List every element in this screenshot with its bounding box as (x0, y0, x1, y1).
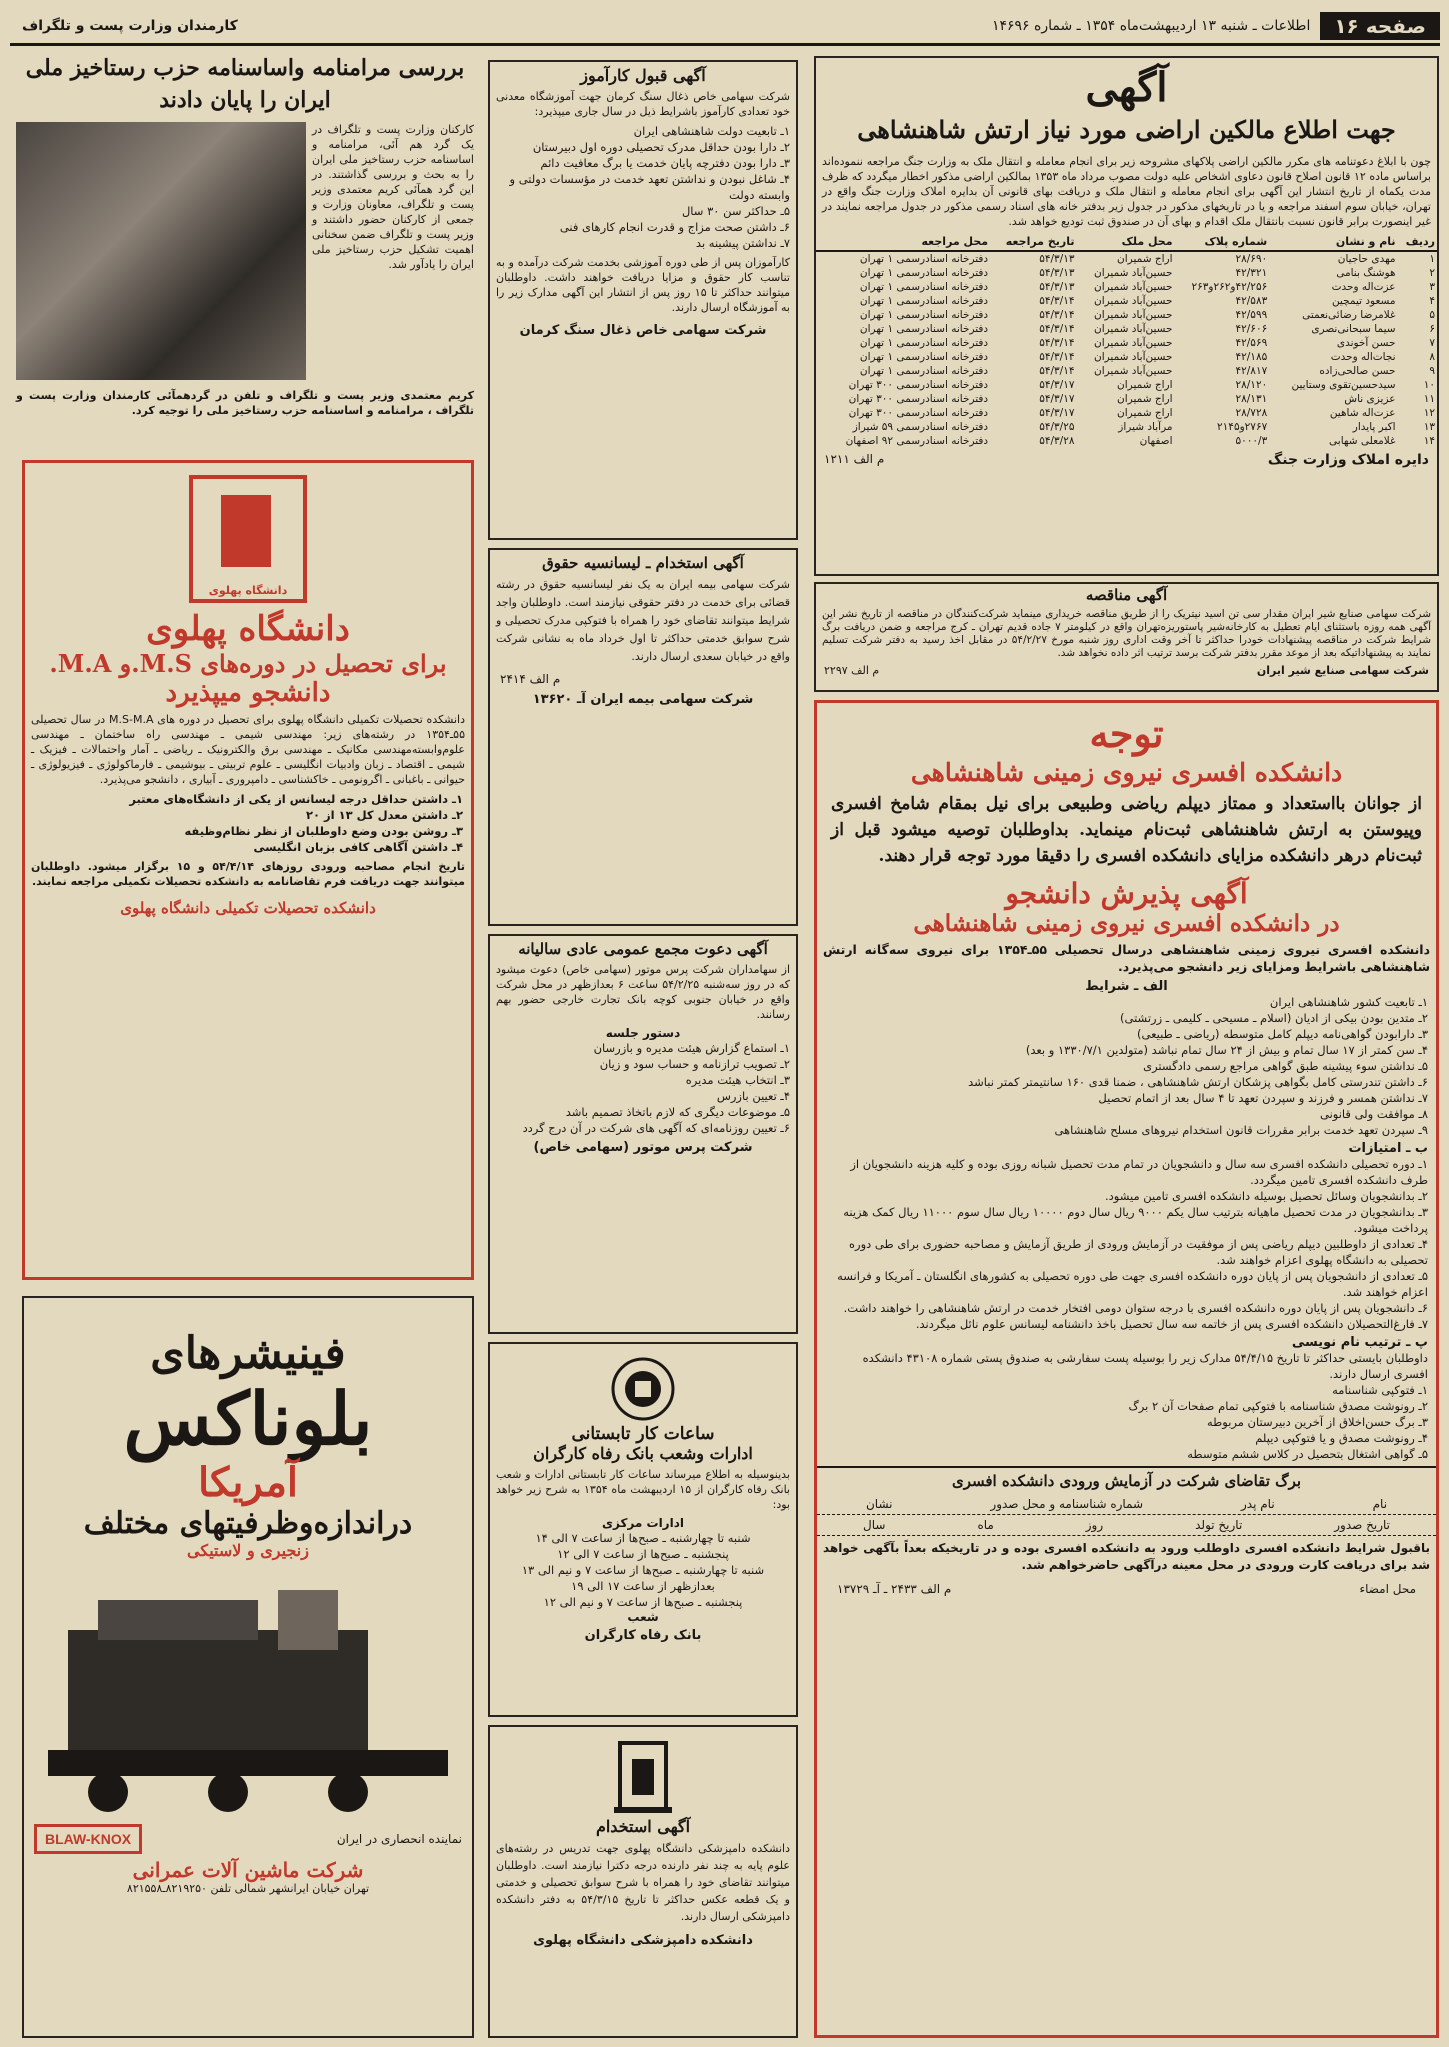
table-cell: حسین‌آباد شمیران (1093, 323, 1173, 335)
table-row (816, 308, 1437, 322)
condition-item: ۲ـ متدین بودن بیکی از ادیان (اسلام ـ مسیحی ـ کلیمی ـ زرتشتی) (1120, 1011, 1428, 1025)
condition-item: ۸ـ موافقت ولی قانونی (1320, 1107, 1428, 1121)
post-article-caption: کریم معتمدی وزیر پست و تلگراف و تلفن در گردهمآئی کارمندان وزارت پست و تلگراف ، مرامنامه و اساسنامه حزب رستاخیز ملی را توجیه کرد. (16, 389, 474, 417)
form-field-label: تاریخ صدور (1334, 1518, 1391, 1532)
table-cell: اراج شمیران (1117, 253, 1173, 265)
condition-item: ۹ـ سپردن تعهد خدمت برابر مقررات قانون استخدام نیروهای مسلح شاهنشاهی (1054, 1123, 1428, 1137)
table-cell: ۴۲/۵۶۹ (1235, 337, 1268, 349)
apprentice-item: ۳ـ دارا بودن دفترچه پایان خدمت یا برگ معافیت دائم (540, 156, 790, 170)
table-cell: حسین‌آباد شمیران (1093, 295, 1173, 307)
blawknox-ad (22, 1296, 474, 2038)
bank-hours-signature: بانک رفاه کارگران (584, 1628, 702, 1643)
table-cell: مسعود تیمچین (1331, 295, 1396, 307)
pahlavi-subtitle-2: دانشجو میپذیرد (165, 678, 331, 708)
tender-ref: م الف ۲۲۹۷ (824, 664, 880, 677)
table-cell: مهدی حاجیان (1337, 253, 1396, 265)
pahlavi-signature: دانشکده تحصیلات تکمیلی دانشگاه پهلوی (120, 899, 376, 917)
officer-school-ad (814, 700, 1439, 2038)
university-emblem-icon (608, 1737, 678, 1817)
benefit-item: ۴ـ تعدادی از داوطلبین دیپلم ریاضی پس از موفقیت در آزمایش ورودی از طریق آزمایش و مصاحبه حضوری برای طی دوره تحصیلی به دانشگاه پهلوی اعزام خواهند شد. (849, 1237, 1428, 1267)
dealer-label: نماینده انحصاری در ایران (336, 1832, 462, 1846)
land-notice-signature: دایره املاک وزارت جنگ (1267, 452, 1429, 468)
table-cell: دفترخانه اسنادرسمی ۱ تهران (859, 295, 989, 307)
table-cell: ۲۷۶۷و۲۱۴۵ (1217, 421, 1268, 433)
table-cell: ۱۳ (1423, 421, 1435, 433)
table-cell: سیما سبحانی‌نصری (1311, 323, 1396, 335)
bank-hours-title: ساعات کار تابستانی (571, 1424, 715, 1444)
benefit-item: ۶ـ دانشجویان پس از پایان دوره دانشکده افسری با درجه ستوان دومی افتخار خدمت در ارتش شاهنشاهی را خواهند داشت. (843, 1301, 1428, 1315)
land-table (816, 233, 1437, 448)
table-cell: دفترخانه اسنادرسمی ۱ تهران (859, 267, 989, 279)
apprentice-title: آگهی قبول کارآموز (580, 66, 706, 85)
table-cell: ۸ (1429, 351, 1435, 363)
register-title: پ ـ ترتیب نام نویسی (1291, 1335, 1428, 1350)
benefit-item: ۳ـ بدانشجویان در مدت تحصیل ماهیانه بترتیب سال یکم ۹۰۰۰ ریال سال دوم ۱۰۰۰۰ ریال سال سوم ۱۱۰۰۰ ریال کمک هزینه پرداخت میشود. (843, 1205, 1428, 1235)
table-cell: ۱ (1429, 253, 1435, 265)
table-cell: ۷ (1429, 337, 1435, 349)
table-cell: ۵۴/۳/۲۵ (1039, 421, 1075, 433)
apprentice-item: ۵ـ حداکثر سن ۳۰ سال (681, 204, 790, 218)
table-cell: اصفهان (1139, 435, 1173, 447)
paver-machine-illustration (28, 1570, 468, 1820)
table-cell: دفترخانه اسنادرسمی ۹۲ اصفهان (845, 435, 989, 447)
page-number: صفحه ۱۶ (1320, 12, 1440, 40)
table-cell: حسین‌آباد شمیران (1093, 267, 1173, 279)
table-cell: حسین‌آباد شمیران (1093, 309, 1173, 321)
form-field-label: نام پدر (1241, 1497, 1275, 1511)
table-cell: دفترخانه اسنادرسمی ۱ تهران (859, 253, 989, 265)
condition-item: ۱ـ تابعیت کشور شاهنشاهی ایران (1269, 995, 1428, 1009)
condition-item: ۶ـ داشتن تندرستی کامل بگواهی پزشکان ارتش شاهنشاهی ، ضمنا قدی ۱۶۰ سانتیمتر کمتر نباشد (968, 1075, 1428, 1089)
table-cell: ۵۴/۳/۱۷ (1039, 379, 1075, 391)
form-row-1 (817, 1494, 1436, 1515)
table-cell: اکبر پایدار (1352, 421, 1396, 433)
form-row-2 (817, 1515, 1436, 1536)
post-article-photo (16, 122, 306, 380)
general-meeting-notice (488, 934, 798, 1334)
table-cell: حسن آخوندی (1336, 337, 1396, 349)
table-row (816, 434, 1437, 448)
register-body: داوطلبان بایستی حداکثر تا تاریخ ۵۴/۴/۱۵ مدارک زیر را بوسیله پست سفارشی به صندوق پستی شماره ۴۳۱۰۸ دانشکده افسری ارسال دارند. (862, 1351, 1428, 1381)
law-hire-body: شرکت سهامی بیمه ایران به یک نفر لیسانسیه حقوق در رشته قضائی برای خدمت در دفتر حقوقی نیازمند است. داوطلبان واجد شرایط میتوانند تقاضای خود را همراه با فتوکپی مدرک تحصیلی و شرح سوابق خدمتی حداکثر تا اول خرداد ماه به نشانی شرکت واقع در خیابان سعدی ارسال دارند. (496, 578, 790, 663)
table-cell: ۲۸/۱۳۱ (1235, 393, 1268, 405)
table-cell: اراج شمیران (1117, 379, 1173, 391)
pahlavi-hire-body: دانشکده دامپزشکی دانشگاه پهلوی جهت تدریس در رشته‌های علوم پایه به چند نفر دارنده درجه دکترا نیازمند است. داوطلبان میتوانند تقاضای خود را همراه با شرح سوابق تحصیلی و خدمتی و یک قطعه عکس حداکثر تا تاریخ ۵۴/۳/۱۵ به دفتر دانشکده دامپزشکی ارسال دارند. (496, 1842, 790, 1923)
table-cell: اراج شمیران (1117, 407, 1173, 419)
law-hire-notice (488, 548, 798, 926)
form-title: برگ تقاضای شرکت در آزمایش ورودی دانشکده افسری (951, 1472, 1302, 1490)
bank-hours-body: بدینوسیله به اطلاع میرساند ساعات کار تابستانی ادارات و شعب بانک رفاه کارگران از ۱۵ اردیبهشت ماه ۱۳۵۴ به شرح زیر خواهد بود: (496, 1468, 790, 1511)
form-field-label: سال (863, 1518, 886, 1532)
top-left-note: کارمندان وزارت پست و تلگراف (22, 17, 238, 34)
hours-line: بعدازظهر از ساعت ۱۷ الی ۱۹ (571, 1579, 715, 1593)
table-cell: ۱۰ (1423, 379, 1435, 391)
table-cell: دفترخانه اسنادرسمی ۳۰۰ تهران (848, 393, 989, 405)
table-cell: حسن صالحی‌زاده (1319, 365, 1396, 377)
pahlavi-condition-item: ۳ـ روشن بودن وضع داوطلبان از نظر نظام‌وظیفه (184, 824, 463, 838)
hours-line: پنجشنبه ـ صبح‌ها از ساعت ۷ الی ۱۲ (557, 1547, 729, 1561)
page-header (10, 8, 1440, 46)
land-notice-ref: م الف ۱۲۱۱ (824, 452, 885, 466)
pahlavi-condition-item: ۱ـ داشتن حداقل درجه لیسانس از یکی از دانشگاه‌های معتبر (129, 792, 463, 806)
table-cell: مرآباد شیراز (1118, 421, 1173, 433)
pahlavi-note: تاریخ انجام مصاحبه ورودی روزهای ۵۴/۴/۱۴ و ۱۵ برگزار میشود. داوطلبان میتوانند جهت دریافت فرم تقاضانامه به دانشکده تحصیلات تکمیلی مراجعه نمایند. (31, 860, 466, 888)
table-cell: غلامعلی شهابی (1329, 435, 1396, 447)
tender-signature: شرکت سهامی صنایع شیر ایران (1256, 664, 1429, 677)
finisher-line-4: دراندازه‌وظرفیتهای مختلف (83, 1506, 413, 1541)
land-notice (814, 56, 1439, 576)
dealer-company: شرکت ماشین آلات عمرانی (132, 1858, 364, 1882)
officer-ad-org: دانشکده افسری نیروی زمینی شاهنشاهی (910, 758, 1343, 787)
apprentice-item: ۷ـ نداشتن پیشینه بد (695, 236, 790, 250)
law-hire-title: آگهی استخدام ـ لیسانسیه حقوق (542, 554, 744, 572)
table-cell: ۵۴/۳/۱۴ (1039, 295, 1075, 307)
post-article-body: کارکنان وزارت پست و تلگراف در یک گرد هم آئی، مرامنامه و اساسنامه حزب رستاخیز ملی ایران را به بحث و بررسی گذاشتند. در این گرد همآئی کریم معتمدی وزیر پست و تلگراف، معاونان وزارت و جمعی از کارکنان حضور داشتند و وزیر پست و تلگراف ضمن سخنانی اهمیت تشکیل حزب رستاخیز ملی ایران را یادآور شد. (312, 123, 474, 271)
table-cell: ۱۴ (1423, 435, 1435, 447)
documents-list (825, 1382, 1428, 1462)
finisher-line-2: بلوناکس (123, 1376, 373, 1461)
form-field-label: شماره شناسنامه و محل صدور (990, 1497, 1144, 1511)
law-hire-ref: م الف ۲۴۱۴ (500, 672, 561, 686)
agenda-item: ۲ـ تصویب ترازنامه و حساب سود و زیان (599, 1057, 790, 1071)
tender-body: شرکت سهامی صنایع شیر ایران مقدار سی تن اسید نیتریک را از طریق مناقصه خریداری مینماید شرکت‌کنندگان در مناقصه از تاریخ نشر این آگهی همه روزه باستثنای ایام تعطیل به کارخانه‌شیر پاستوریزه‌تهران واقع در کیلومتر ۷ جاده قدیم تهران ـ کرج مراجعه و ضمن دریافت برگ شرایط شرکت در مناقصه پیشنهادات خودرا حداکثر تا آخر وقت اداری روز شنبه مورخ ۵۴/۲/۲۷ در مقابل اخذ رسید به دفتر شرکت تسلیم نمایند به پیشنهاداتیکه بعد از موعد مقرر بدفتر شرکت برسد ترتیب اثر داده نخواهد شد. (822, 608, 1431, 659)
table-cell: ۵۴/۳/۲۸ (1039, 435, 1075, 447)
table-cell: عزیزی ناش (1344, 393, 1396, 405)
hours-line: شنبه تا چهارشنبه ـ صبح‌ها از ساعت ۷ الی ۱۴ (535, 1531, 751, 1545)
table-cell: ۵۴/۳/۱۴ (1039, 323, 1075, 335)
pahlavi-title: دانشگاه پهلوی (146, 609, 350, 649)
pahlavi-university-ad (22, 460, 474, 1280)
hours-list (490, 1530, 796, 1610)
benefit-item: ۵ـ تعدادی از دانشجویان پس از پایان دوره دانشکده افسری جهت طی دوره تحصیلی به کشورهای انگلستان ـ آمریکا و فرانسه اعزام خواهند شد. (837, 1269, 1428, 1299)
land-notice-title: آگهی (1085, 64, 1168, 111)
table-cell: ۳ (1429, 281, 1435, 293)
pahlavi-subtitle: برای تحصیل در دوره‌های M.S.و M.A. (49, 649, 447, 678)
condition-item: ۳ـ دارابودن گواهی‌نامه دیپلم کامل متوسطه (ریاضی ـ طبیعی) (1137, 1027, 1428, 1041)
form-field-label: تاریخ تولد (1195, 1518, 1243, 1532)
officer-ad-ref: م الف ۲۴۳۳ ـ آـ ۱۳۷۲۹ (837, 1582, 952, 1596)
pahlavi-body: دانشکده تحصیلات تکمیلی دانشگاه پهلوی برای تحصیل در دوره های M.S-M.A در سال تحصیلی ۵۵ـ۱۳۵۴ در رشته‌های زیر: مهندسی شیمی ـ مهندسی راه ساختمان ـ مهندسی علوم‌وابسته‌مهندسی مکانیک ـ مهندسی برق والکترونیک ـ ریاضی ـ آمار واحتمالات ـ فیزیک ـ شیمی ـ اقتصاد ـ زبان وادبیات انگلیسی ـ علوم تربیتی ـ بیوشیمی ـ فارماکولوژی ـ فیزیولوژی ـ حیوانی ـ باغبانی ـ اگرونومی ـ خاکشناسی ـ دامپروری ـ آبیاری ، دانشجو می‌پذیرد. (31, 713, 465, 786)
table-row (816, 350, 1437, 364)
document-item: ۱ـ فتوکپی شناسنامه (1332, 1383, 1428, 1397)
table-header-cell: ردیف (1398, 233, 1437, 251)
table-header-cell: نام و نشان (1269, 233, 1397, 251)
pahlavi-condition-item: ۲ـ داشتن معدل کل ۱۳ از ۲۰ (305, 808, 463, 822)
bank-hours-subtitle: ادارات وشعب بانک رفاه کارگران (533, 1444, 753, 1463)
benefit-item: ۱ـ دوره تحصیلی دانشکده افسری سه سال و دانشجویان در تمام مدت تحصیل شبانه روزی بوده و کلیه هزینه دانشجویان از طرف دانشکده افسری تامین میگردد. (850, 1157, 1428, 1187)
table-cell: ۴۲/۱۸۵ (1235, 351, 1268, 363)
table-cell: دفترخانه اسنادرسمی ۱ تهران (859, 365, 989, 377)
finisher-line-5: زنجیری و لاستیکی (187, 1541, 309, 1560)
table-cell: ۵۴/۳/۱۷ (1039, 407, 1075, 419)
table-cell: ۲۸/۶۹۰ (1235, 253, 1268, 265)
condition-item: ۴ـ سن کمتر از ۱۷ سال تمام و بیش از ۲۴ سال تمام نباشد (متولدین ۱۳۳۰/۷/۱ و بعد) (1025, 1043, 1428, 1057)
bank-logo (490, 1354, 796, 1424)
table-cell: دفترخانه اسنادرسمی ۱ تهران (859, 281, 989, 293)
table-cell: دفترخانه اسنادرسمی ۱ تهران (859, 323, 989, 335)
finisher-line-3: آمریکا (197, 1459, 299, 1506)
table-cell: ۵۴/۳/۱۴ (1039, 351, 1075, 363)
table-cell: ۵۴/۳/۱۴ (1039, 337, 1075, 349)
pahlavi-hire-logo (490, 1737, 796, 1817)
table-row (816, 280, 1437, 294)
land-notice-subtitle: جهت اطلاع مالکین اراضی مورد نیاز ارتش شاهنشاهی (857, 115, 1396, 144)
table-header-cell: تاریخ مراجعه (990, 233, 1076, 251)
table-cell: ۱۲ (1423, 407, 1435, 419)
agenda-list (490, 1040, 796, 1136)
table-cell: دفترخانه اسنادرسمی ۱ تهران (859, 337, 989, 349)
general-meeting-body: از سهامداران شرکت پرس موتور (سهامی خاص) دعوت میشود که در روز سه‌شنبه ۵۴/۲/۲۵ ساعت ۶ بعدازظهر در محل شرکت واقع در خیابان جنوبی کوچه بانک تجارت خارجی حضور بهم رسانند. (496, 963, 790, 1021)
table-cell: عزت‌اله شاهین (1329, 407, 1396, 419)
table-cell: نجات‌اله وحدت (1330, 351, 1396, 363)
pahlavi-hire-notice (488, 1725, 798, 2038)
form-note: باقبول شرایط دانشکده افسری داوطلب ورود به دانشکده افسری بوده و در تاریخیکه بعداً بآگهی خواهد شد برای دریافت کارت ورودی در محل معینه درآگهی حاضرخواهم شد. (823, 1541, 1430, 1572)
table-cell: ۲۸/۱۲۰ (1235, 379, 1268, 391)
officer-ad-title: توجه (1089, 711, 1164, 756)
table-cell: ۴۲/۳۲۱ (1235, 267, 1268, 279)
table-cell: ۵۴/۳/۱۴ (1039, 365, 1075, 377)
agenda-item: ۱ـ استماع گزارش هیئت مدیره و بازرسان (593, 1041, 790, 1055)
table-row (816, 392, 1437, 406)
table-cell: ۵۴/۳/۱۴ (1039, 309, 1075, 321)
document-item: ۵ـ گواهی اشتغال بتحصیل در کلاس ششم متوسطه (1187, 1447, 1428, 1461)
branches-title: شعب (627, 1610, 659, 1624)
agenda-item: ۵ـ موضوعات دیگری که لازم باتخاذ تصمیم باشد (565, 1105, 790, 1119)
table-cell: حسین‌آباد شمیران (1093, 351, 1173, 363)
hours-line: پنجشنبه ـ صبح‌ها از ساعت ۷ و نیم الی ۱۲ (543, 1595, 743, 1609)
pahlavi-logo (25, 475, 471, 603)
table-cell: هوشنگ بنامی (1336, 267, 1396, 279)
blawknox-logo: BLAW-KNOX (34, 1824, 142, 1854)
table-cell: اراج شمیران (1117, 393, 1173, 405)
officer-ad-subtitle-1: آگهی پذیرش دانشجو (1005, 877, 1248, 910)
table-cell: غلامرضا رضائی‌نعمتی (1302, 309, 1396, 321)
agenda-title: دستور جلسه (605, 1026, 681, 1040)
table-cell: ۲ (1429, 267, 1435, 279)
conditions-title: الف ـ شرایط (1085, 979, 1168, 994)
table-cell: دفترخانه اسنادرسمی ۱ تهران (859, 351, 989, 363)
pahlavi-hire-title: آگهی استخدام (595, 1817, 691, 1836)
table-header-cell: محل مراجعه (816, 233, 990, 251)
general-meeting-title: آگهی دعوت مجمع عمومی عادی سالیانه (518, 940, 768, 958)
pahlavi-conditions (25, 791, 471, 855)
form-field-label: نام (1372, 1497, 1388, 1511)
apprentice-items (490, 123, 796, 251)
table-cell: دفترخانه اسنادرسمی ۱ تهران (859, 309, 989, 321)
table-row (816, 420, 1437, 434)
table-cell: حسین‌آباد شمیران (1093, 337, 1173, 349)
table-cell: ۴ (1429, 295, 1435, 307)
apprentice-item: ۲ـ دارا بودن حداقل مدرک تحصیلی دوره اول دبیرستان (532, 140, 790, 154)
agenda-item: ۶ـ تعیین روزنامه‌ای که آگهی های شرکت در آن درج گردد (522, 1121, 790, 1135)
apprentice-item: ۱ـ تابعیت دولت شاهنشاهی ایران (633, 124, 790, 138)
table-cell: دفترخانه اسنادرسمی ۵۹ شیراز (852, 421, 989, 433)
apprentice-notice (488, 60, 798, 540)
table-cell: دفترخانه اسنادرسمی ۳۰۰ تهران (848, 379, 989, 391)
table-cell: ۵۴/۳/۱۳ (1039, 267, 1075, 279)
agenda-item: ۳ـ انتخاب هیئت مدیره (685, 1073, 790, 1087)
table-header-cell: شماره پلاک (1175, 233, 1270, 251)
form-field-label: روز (1085, 1518, 1104, 1532)
table-cell: حسین‌آباد شمیران (1093, 281, 1173, 293)
table-cell: حسین‌آباد شمیران (1093, 365, 1173, 377)
table-cell: عزت‌اله وحدت (1331, 281, 1396, 293)
offices-title: ادارات مرکزی (602, 1516, 684, 1530)
condition-item: ۷ـ نداشتن همسر و فرزند و سپردن تعهد تا ۴ سال بعد از اتمام تحصیل (1098, 1091, 1428, 1105)
table-cell: دفترخانه اسنادرسمی ۳۰۰ تهران (848, 407, 989, 419)
table-row (816, 364, 1437, 378)
table-row (816, 322, 1437, 336)
issue-info: اطلاعات ـ شنبه ۱۳ اردیبهشت‌ماه ۱۳۵۴ ـ شماره ۱۴۶۹۶ (991, 17, 1311, 34)
benefit-item: ۲ـ بدانشجویان وسائل تحصیل بوسیله دانشکده افسری تامین میشود. (1105, 1189, 1428, 1203)
conditions-list (825, 994, 1428, 1138)
post-article (10, 50, 480, 455)
table-cell: ۴۲/۲۵۶و۲۶۲و۲۶۳ (1191, 281, 1268, 293)
dealer-address: تهران خیابان ایرانشهر شمالی تلفن ۸۲۱۹۲۵۰ـ۸۲۱۵۵۸ (126, 1882, 370, 1895)
table-cell: ۱۱ (1423, 393, 1435, 405)
pahlavi-gate-icon (189, 475, 307, 603)
pahlavi-hire-signature: دانشکده دامپزشکی دانشگاه پهلوی (533, 1933, 753, 1948)
signature-label: محل امضاء (1359, 1582, 1416, 1596)
officer-ad-subtitle-2: در دانشکده افسری نیروی زمینی شاهنشاهی (913, 910, 1340, 937)
finisher-line-1: فینیشرهای (150, 1328, 346, 1379)
table-cell: ۵۴/۳/۱۳ (1039, 281, 1075, 293)
apprentice-item: ۶ـ داشتن صحت مزاج و قدرت انجام کارهای فنی (559, 220, 790, 234)
table-cell: ۵۴/۳/۱۳ (1039, 253, 1075, 265)
table-row (816, 294, 1437, 308)
table-header-cell: محل ملک (1076, 233, 1174, 251)
table-cell: ۴۲/۵۹۹ (1235, 309, 1268, 321)
benefit-item: ۷ـ فارغ‌التحصیلان دانشکده افسری پس از خاتمه سه سال تحصیل باخذ دانشنامه لیسانس علوم نائل میگردند. (915, 1317, 1428, 1331)
table-cell: ۴۲/۸۱۷ (1235, 365, 1268, 377)
officer-ad-lead: دانشکده افسری نیروی زمینی شاهنشاهی درسال تحصیلی ۵۵ـ۱۳۵۴ برای نیروی سه‌گانه ارتش شاهنشاهی باشرایط ومزایای زیر دانشجو می‌پذیرد. (823, 942, 1430, 974)
table-row (816, 336, 1437, 350)
pahlavi-condition-item: ۴ـ داشتن آگاهی کافی بزبان انگلیسی (253, 840, 463, 854)
law-hire-signature: شرکت سهامی بیمه ایران آـ ۱۳۶۲۰ (532, 692, 754, 707)
post-article-headline: بررسی مرامنامه واساسنامه حزب رستاخیز ملی ایران را پایان دادند (25, 55, 465, 113)
condition-item: ۵ـ نداشتن سوء پیشینه طبق گواهی مراجع رسمی دادگستری (1143, 1059, 1428, 1073)
form-field-label: ماه (977, 1518, 994, 1532)
tender-title: آگهی مناقصه (1085, 586, 1168, 604)
tender-notice (814, 582, 1439, 692)
table-row (816, 378, 1437, 392)
document-item: ۲ـ رونوشت مصدق شناسنامه با فتوکپی تمام صفحات آن ۲ برگ (1128, 1399, 1428, 1413)
land-notice-body: چون با ابلاغ دعوتنامه های مکرر مالکین اراضی پلاکهای مشروحه زیر برای انجام معامله و انتقال ملک به وزارت جنگ مراجعه ننموده‌اند براساس ماده ۱۲ قانون اصلاح قانون دعاوی اشخاص علیه دولت مصوب مرداد ماه ۱۳۵۳ بمالکین اراضی مذکور اخطار میگردد که ظرف مدت یکماه از تاریخ انتشار این آگهی برای انجام معامله و انتقال ملک و دریافت بهای قانونی آن بدایره املاک وزارت جنگ واقع در تهران، خیابان سوم اسفند مراجعه و یا در تاریخهای مذکور در جدول زیر بدفتر خانه های اسناد رسمی مذکور در جدول مراجعه نمایند در غیر اینصورت برابر قانون نسبت بانتقال ملک اقدام و بهای آن در صندوق ثبت تودیع خواهد شد. (822, 155, 1431, 228)
apprentice-note: کارآموزان پس از طی دوره آموزشی بخدمت شرکت درآمده و به تناسب کار حقوق و مزایا دریافت خواهند داشت. داوطلبان میتوانند حداکثر تا ۱۵ روز پس از انتشار این آگهی مدارک زیر را به آموزشگاه ارسال دارند. (496, 256, 790, 314)
bank-hours-notice (488, 1342, 798, 1717)
hours-line: شنبه تا چهارشنبه ـ صبح‌ها از ساعت ۷ و نیم الی ۱۳ (521, 1563, 765, 1577)
table-cell: سیدحسین‌تقوی وستایین (1291, 379, 1396, 391)
table-cell: ۲۸/۷۲۸ (1235, 407, 1268, 419)
table-cell: ۵۰۰۰/۳ (1235, 435, 1268, 447)
pahlavi-logo-text: دانشگاه پهلوی (208, 584, 288, 597)
agenda-item: ۴ـ تعیین بازرس (716, 1089, 790, 1103)
table-cell: ۴۲/۶۰۶ (1235, 323, 1268, 335)
table-row (816, 251, 1437, 266)
apprentice-body: شرکت سهامی خاص ذغال سنگ کرمان جهت آموزشگاه معدنی خود تعدادی کارآموز باشرایط ذیل در سال جاری میپذیرد: (496, 90, 790, 118)
document-item: ۳ـ برگ حسن‌اخلاق از آخرین دبیرستان مربوطه (1206, 1415, 1428, 1429)
benefits-list (825, 1156, 1428, 1332)
table-row (816, 406, 1437, 420)
table-cell: ۶ (1429, 323, 1435, 335)
form-field-label: نشان (865, 1497, 893, 1511)
bank-emblem-icon (608, 1354, 678, 1424)
apprentice-signature: شرکت سهامی خاص ذغال سنگ کرمان (519, 323, 767, 338)
officer-ad-intro: از جوانان بااستعداد و ممتاز دیپلم ریاضی وطبیعی برای نیل بمقام شامخ افسری وپیوستن به ارتش شاهنشاهی ثبت‌نام مینماید. بداوطلبان توصیه میشود قبل از ثبت‌نام درهر دانشکده مزایای دانشکده افسری را دقیقا مورد توجه قرار دهند. (831, 794, 1422, 866)
table-cell: ۵ (1429, 309, 1435, 321)
apprentice-item: ۴ـ شاغل نبودن و نداشتن تعهد خدمت در مؤسسات دولتی و وابسته دولت (509, 172, 790, 202)
table-cell: ۵۴/۳/۱۷ (1039, 393, 1075, 405)
table-cell: ۴۲/۵۸۳ (1235, 295, 1268, 307)
document-item: ۴ـ رونوشت مصدق و یا فتوکپی دیپلم (1255, 1431, 1428, 1445)
table-cell: ۹ (1429, 365, 1435, 377)
table-row (816, 266, 1437, 280)
general-meeting-signature: شرکت پرس موتور (سهامی خاص) (533, 1140, 753, 1155)
benefits-title: ب ـ امتیازات (1348, 1141, 1428, 1156)
